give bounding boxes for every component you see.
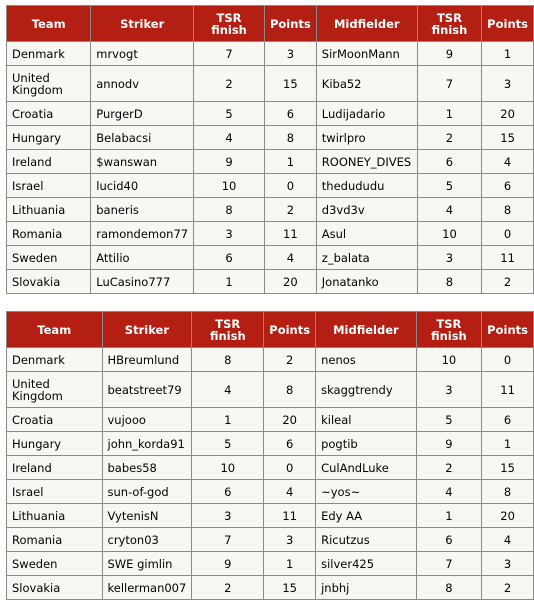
midfielder-points-cell: 15 xyxy=(482,456,534,480)
midfielder-cell: thedududu xyxy=(316,174,417,198)
team-cell: Croatia xyxy=(7,102,91,126)
striker-points-cell: 6 xyxy=(264,432,316,456)
striker-cell: sun-of-god xyxy=(102,480,192,504)
table-row xyxy=(7,372,534,408)
striker-tsr-finish-cell: 3 xyxy=(192,504,264,528)
midfielder-points-cell: 2 xyxy=(482,576,534,600)
table-row xyxy=(7,456,534,480)
striker-tsr-finish-cell: 8 xyxy=(194,198,265,222)
midfielder-points-cell: 4 xyxy=(482,528,534,552)
header-midfielder: Midfielder xyxy=(316,312,417,348)
team-cell: Slovakia xyxy=(7,270,91,294)
table-row xyxy=(7,408,534,432)
midfielder-tsr-finish-cell: 4 xyxy=(417,198,481,222)
striker-cell: annodv xyxy=(91,66,194,102)
midfielder-cell: Ricutzus xyxy=(316,528,417,552)
team-cell: Slovakia xyxy=(7,576,103,600)
header-striker-tsr-finish: TSR finish xyxy=(194,6,265,42)
striker-points-cell: 1 xyxy=(264,150,316,174)
midfielder-cell: silver425 xyxy=(316,552,417,576)
team-cell: Denmark xyxy=(7,348,103,372)
team-cell: Hungary xyxy=(7,126,91,150)
striker-points-cell: 3 xyxy=(264,528,316,552)
striker-cell: Belabacsi xyxy=(91,126,194,150)
midfielder-cell: pogtib xyxy=(316,432,417,456)
team-cell: Romania xyxy=(7,528,103,552)
midfielder-cell: nenos xyxy=(316,348,417,372)
striker-points-cell: 6 xyxy=(264,102,316,126)
midfielder-cell: jnbhj xyxy=(316,576,417,600)
striker-points-cell: 8 xyxy=(264,126,316,150)
striker-tsr-finish-cell: 9 xyxy=(194,150,265,174)
midfielder-points-cell: 11 xyxy=(482,246,534,270)
striker-points-cell: 11 xyxy=(264,504,316,528)
midfielder-tsr-finish-cell: 8 xyxy=(417,270,481,294)
midfielder-points-cell: 20 xyxy=(482,102,534,126)
striker-tsr-finish-cell: 2 xyxy=(192,576,264,600)
midfielder-tsr-finish-cell: 1 xyxy=(417,102,481,126)
striker-tsr-finish-cell: 7 xyxy=(194,42,265,66)
striker-tsr-finish-cell: 1 xyxy=(192,408,264,432)
midfielder-cell: Ludijadario xyxy=(316,102,417,126)
midfielder-points-cell: 3 xyxy=(482,552,534,576)
midfielder-tsr-finish-cell: 4 xyxy=(416,480,482,504)
striker-points-cell: 15 xyxy=(264,66,316,102)
header-striker-tsr-finish: TSR finish xyxy=(192,312,264,348)
striker-cell: cryton03 xyxy=(102,528,192,552)
striker-points-cell: 3 xyxy=(264,42,316,66)
team-cell: Sweden xyxy=(7,246,91,270)
midfielder-tsr-finish-cell: 3 xyxy=(416,372,482,408)
team-cell: Ireland xyxy=(7,150,91,174)
midfielder-tsr-finish-cell: 2 xyxy=(416,456,482,480)
striker-tsr-finish-cell: 7 xyxy=(192,528,264,552)
table-row xyxy=(7,348,534,372)
striker-tsr-finish-cell: 5 xyxy=(194,102,265,126)
midfielder-cell: kileal xyxy=(316,408,417,432)
striker-cell: PurgerD xyxy=(91,102,194,126)
striker-tsr-finish-cell: 8 xyxy=(192,348,264,372)
striker-points-cell: 0 xyxy=(264,174,316,198)
midfielder-points-cell: 6 xyxy=(482,408,534,432)
team-cell: Romania xyxy=(7,222,91,246)
striker-tsr-finish-cell: 3 xyxy=(194,222,265,246)
midfielder-points-cell: 2 xyxy=(482,270,534,294)
header-striker-points: Points xyxy=(264,312,316,348)
midfielder-tsr-finish-cell: 3 xyxy=(417,246,481,270)
table-row xyxy=(7,576,534,600)
striker-cell: SWE gimlin xyxy=(102,552,192,576)
striker-tsr-finish-cell: 4 xyxy=(194,126,265,150)
table-row xyxy=(7,552,534,576)
team-cell: Croatia xyxy=(7,408,103,432)
midfielder-tsr-finish-cell: 9 xyxy=(416,432,482,456)
striker-cell: beatstreet79 xyxy=(102,372,192,408)
midfielder-cell: skaggtrendy xyxy=(316,372,417,408)
midfielder-tsr-finish-cell: 2 xyxy=(417,126,481,150)
midfielder-points-cell: 8 xyxy=(482,480,534,504)
team-cell: Lithuania xyxy=(7,504,103,528)
header-row xyxy=(7,312,534,348)
midfielder-cell: Asul xyxy=(316,222,417,246)
midfielder-points-cell: 1 xyxy=(482,42,534,66)
header-midfielder-points: Points xyxy=(482,6,534,42)
striker-cell: HBreumlund xyxy=(102,348,192,372)
midfielder-points-cell: 3 xyxy=(482,66,534,102)
table-row xyxy=(7,102,534,126)
midfielder-points-cell: 1 xyxy=(482,432,534,456)
table-row xyxy=(7,222,534,246)
midfielder-tsr-finish-cell: 6 xyxy=(417,150,481,174)
midfielder-points-cell: 0 xyxy=(482,348,534,372)
header-row xyxy=(7,6,534,42)
header-midfielder-points: Points xyxy=(482,312,534,348)
striker-points-cell: 2 xyxy=(264,348,316,372)
striker-tsr-finish-cell: 10 xyxy=(194,174,265,198)
striker-cell: Attilio xyxy=(91,246,194,270)
header-midfielder-tsr-finish: TSR finish xyxy=(417,6,481,42)
striker-points-cell: 1 xyxy=(264,552,316,576)
striker-points-cell: 4 xyxy=(264,480,316,504)
table-row xyxy=(7,480,534,504)
table-row xyxy=(7,126,534,150)
midfielder-points-cell: 0 xyxy=(482,222,534,246)
striker-tsr-finish-cell: 10 xyxy=(192,456,264,480)
table-row xyxy=(7,432,534,456)
midfielder-cell: Kiba52 xyxy=(316,66,417,102)
striker-points-cell: 20 xyxy=(264,270,316,294)
midfielder-tsr-finish-cell: 5 xyxy=(416,408,482,432)
header-team: Team xyxy=(7,312,103,348)
striker-points-cell: 8 xyxy=(264,372,316,408)
team-cell: Israel xyxy=(7,174,91,198)
midfielder-points-cell: 6 xyxy=(482,174,534,198)
team-cell: United Kingdom xyxy=(7,66,91,102)
standings-table-1 xyxy=(6,5,534,294)
team-cell: Sweden xyxy=(7,552,103,576)
midfielder-points-cell: 4 xyxy=(482,150,534,174)
striker-cell: kellerman007 xyxy=(102,576,192,600)
midfielder-cell: Edy AA xyxy=(316,504,417,528)
striker-points-cell: 11 xyxy=(264,222,316,246)
midfielder-cell: z_balata xyxy=(316,246,417,270)
striker-cell: john_korda91 xyxy=(102,432,192,456)
table-row xyxy=(7,150,534,174)
team-cell: Denmark xyxy=(7,42,91,66)
striker-cell: baneris xyxy=(91,198,194,222)
midfielder-tsr-finish-cell: 10 xyxy=(417,222,481,246)
midfielder-tsr-finish-cell: 7 xyxy=(416,552,482,576)
midfielder-tsr-finish-cell: 5 xyxy=(417,174,481,198)
header-midfielder: Midfielder xyxy=(316,6,417,42)
header-team: Team xyxy=(7,6,91,42)
striker-cell: vujooo xyxy=(102,408,192,432)
team-cell: Lithuania xyxy=(7,198,91,222)
header-striker: Striker xyxy=(91,6,194,42)
table-row xyxy=(7,42,534,66)
table-row xyxy=(7,174,534,198)
striker-cell: lucid40 xyxy=(91,174,194,198)
team-cell: United Kingdom xyxy=(7,372,103,408)
team-cell: Hungary xyxy=(7,432,103,456)
table-row xyxy=(7,270,534,294)
striker-cell: mrvogt xyxy=(91,42,194,66)
striker-tsr-finish-cell: 9 xyxy=(192,552,264,576)
striker-points-cell: 15 xyxy=(264,576,316,600)
striker-tsr-finish-cell: 6 xyxy=(194,246,265,270)
midfielder-tsr-finish-cell: 9 xyxy=(417,42,481,66)
midfielder-cell: d3vd3v xyxy=(316,198,417,222)
table-row xyxy=(7,528,534,552)
table-row xyxy=(7,246,534,270)
midfielder-tsr-finish-cell: 8 xyxy=(416,576,482,600)
midfielder-points-cell: 20 xyxy=(482,504,534,528)
midfielder-cell: twirlpro xyxy=(316,126,417,150)
striker-tsr-finish-cell: 6 xyxy=(192,480,264,504)
striker-points-cell: 20 xyxy=(264,408,316,432)
midfielder-tsr-finish-cell: 10 xyxy=(416,348,482,372)
midfielder-cell: ~yos~ xyxy=(316,480,417,504)
striker-tsr-finish-cell: 5 xyxy=(192,432,264,456)
striker-cell: $wanswan xyxy=(91,150,194,174)
header-striker-points: Points xyxy=(264,6,316,42)
striker-points-cell: 2 xyxy=(264,198,316,222)
striker-points-cell: 0 xyxy=(264,456,316,480)
midfielder-points-cell: 8 xyxy=(482,198,534,222)
striker-cell: babes58 xyxy=(102,456,192,480)
header-midfielder-tsr-finish: TSR finish xyxy=(416,312,482,348)
midfielder-points-cell: 11 xyxy=(482,372,534,408)
midfielder-points-cell: 15 xyxy=(482,126,534,150)
striker-points-cell: 4 xyxy=(264,246,316,270)
midfielder-cell: SirMoonMann xyxy=(316,42,417,66)
midfielder-tsr-finish-cell: 6 xyxy=(416,528,482,552)
striker-tsr-finish-cell: 4 xyxy=(192,372,264,408)
midfielder-cell: CulAndLuke xyxy=(316,456,417,480)
midfielder-tsr-finish-cell: 1 xyxy=(416,504,482,528)
team-cell: Ireland xyxy=(7,456,103,480)
team-cell: Israel xyxy=(7,480,103,504)
table-row xyxy=(7,198,534,222)
header-striker: Striker xyxy=(102,312,192,348)
table-row xyxy=(7,504,534,528)
striker-tsr-finish-cell: 2 xyxy=(194,66,265,102)
standings-table-2 xyxy=(6,311,534,600)
striker-cell: VytenisN xyxy=(102,504,192,528)
midfielder-cell: ROONEY_DIVES xyxy=(316,150,417,174)
midfielder-tsr-finish-cell: 7 xyxy=(417,66,481,102)
striker-cell: LuCasino777 xyxy=(91,270,194,294)
table-row xyxy=(7,66,534,102)
midfielder-cell: Jonatanko xyxy=(316,270,417,294)
striker-tsr-finish-cell: 1 xyxy=(194,270,265,294)
striker-cell: ramondemon77 xyxy=(91,222,194,246)
